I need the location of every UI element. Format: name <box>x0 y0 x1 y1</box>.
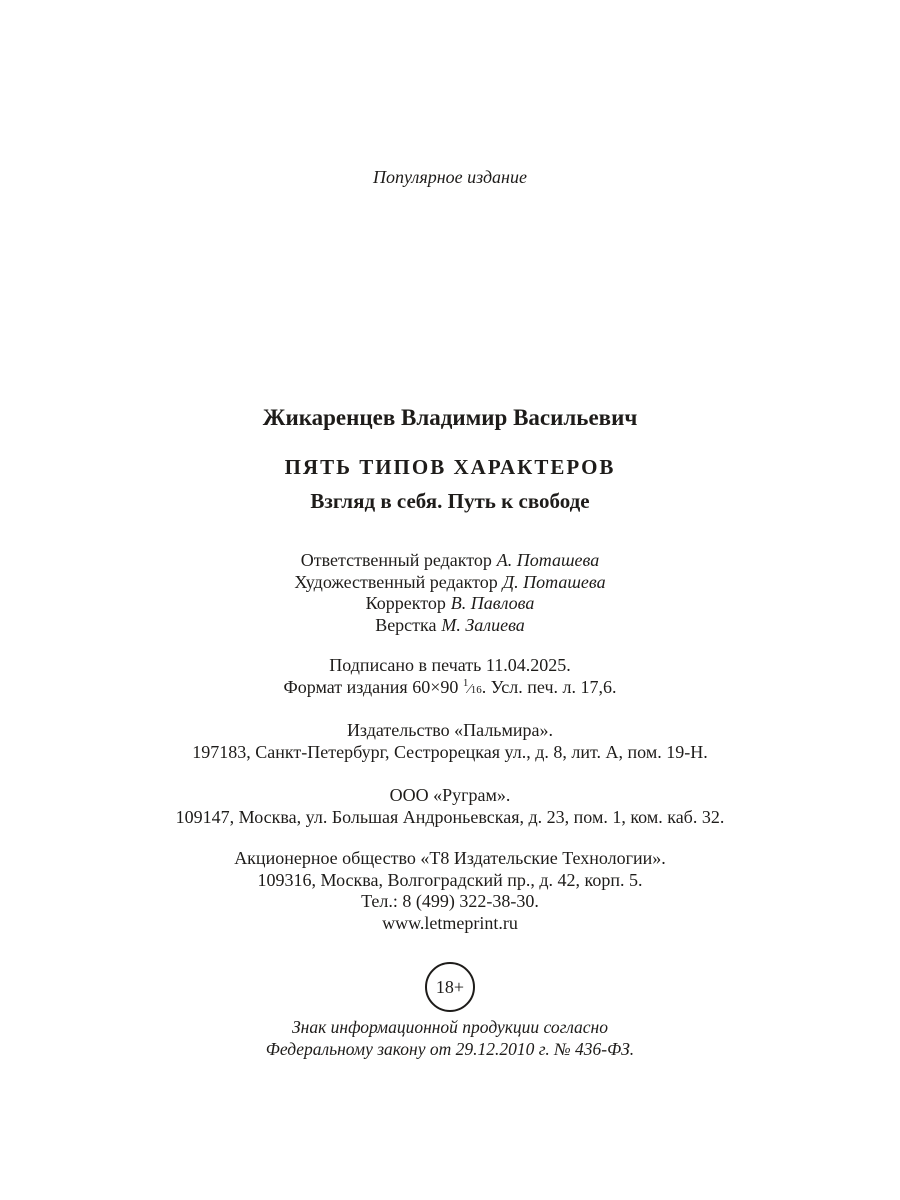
format-line <box>0 677 900 701</box>
age-rating-note <box>0 1016 900 1060</box>
printing-company-name: ООО «Руграм». <box>389 785 511 805</box>
print-info-block <box>0 655 900 700</box>
credits-block <box>0 550 900 636</box>
fraction-denominator: 16 <box>470 683 482 696</box>
book-title: ПЯТЬ ТИПОВ ХАРАКТЕРОВ <box>284 455 616 479</box>
credit-role: Ответственный редактор <box>300 550 492 570</box>
publisher-name: Издательство «Пальмира». <box>346 720 554 740</box>
fraction-slash: ⁄ <box>468 681 471 697</box>
book-subtitle: Взгляд в себя. Путь к свободе <box>310 489 590 513</box>
credit-name: А. Поташева <box>496 550 600 570</box>
author-name: Жикаренцев Владимир Васильевич <box>262 405 638 430</box>
holding-block <box>0 848 900 934</box>
printing-company-address: 109147, Москва, ул. Большая Андроньевская, д. 23, пом. 1, ком. каб. 32. <box>175 806 725 827</box>
credit-name: М. Залиева <box>441 614 525 635</box>
credit-name: Д. Поташева <box>502 571 606 592</box>
printing-company-block <box>0 785 900 828</box>
signed-to-print-line: Подписано в печать 11.04.2025. <box>329 655 571 675</box>
credit-line <box>0 550 900 572</box>
age-note-line: Знак информационной продукции согласно <box>291 1017 608 1037</box>
age-rating-badge-wrap <box>0 962 900 1012</box>
publisher-address: 197183, Санкт-Петербург, Сестрорецкая ул., д. 8, лит. А, пом. 19-Н. <box>192 741 708 762</box>
age-rating-badge: 18+ <box>425 962 475 1012</box>
credit-role: Художественный редактор <box>294 571 498 592</box>
format-prefix: Формат издания 60×90 <box>283 676 463 697</box>
holding-address: 109316, Москва, Волгоградский пр., д. 42, корп. 5. <box>257 869 643 890</box>
holding-phone: Тел.: 8 (499) 322-38-30. <box>361 891 539 911</box>
publisher-block <box>0 720 900 763</box>
holding-name: Акционерное общество «Т8 Издательские Технологии». <box>234 848 666 868</box>
age-note-line: Федеральному закону от 29.12.2010 г. № 436-ФЗ. <box>265 1039 635 1059</box>
credit-line <box>0 615 900 637</box>
fraction-numerator: 1 <box>462 676 469 689</box>
credit-role: Верстка <box>375 614 437 635</box>
credit-line <box>0 572 900 594</box>
credit-name: В. Павлова <box>450 593 535 613</box>
edition-notice: Популярное издание <box>373 167 527 187</box>
credit-role: Корректор <box>365 593 446 613</box>
holding-website: www.letmeprint.ru <box>382 912 518 933</box>
format-suffix: . Усл. печ. л. 17,6. <box>481 676 617 697</box>
credit-line <box>0 593 900 615</box>
